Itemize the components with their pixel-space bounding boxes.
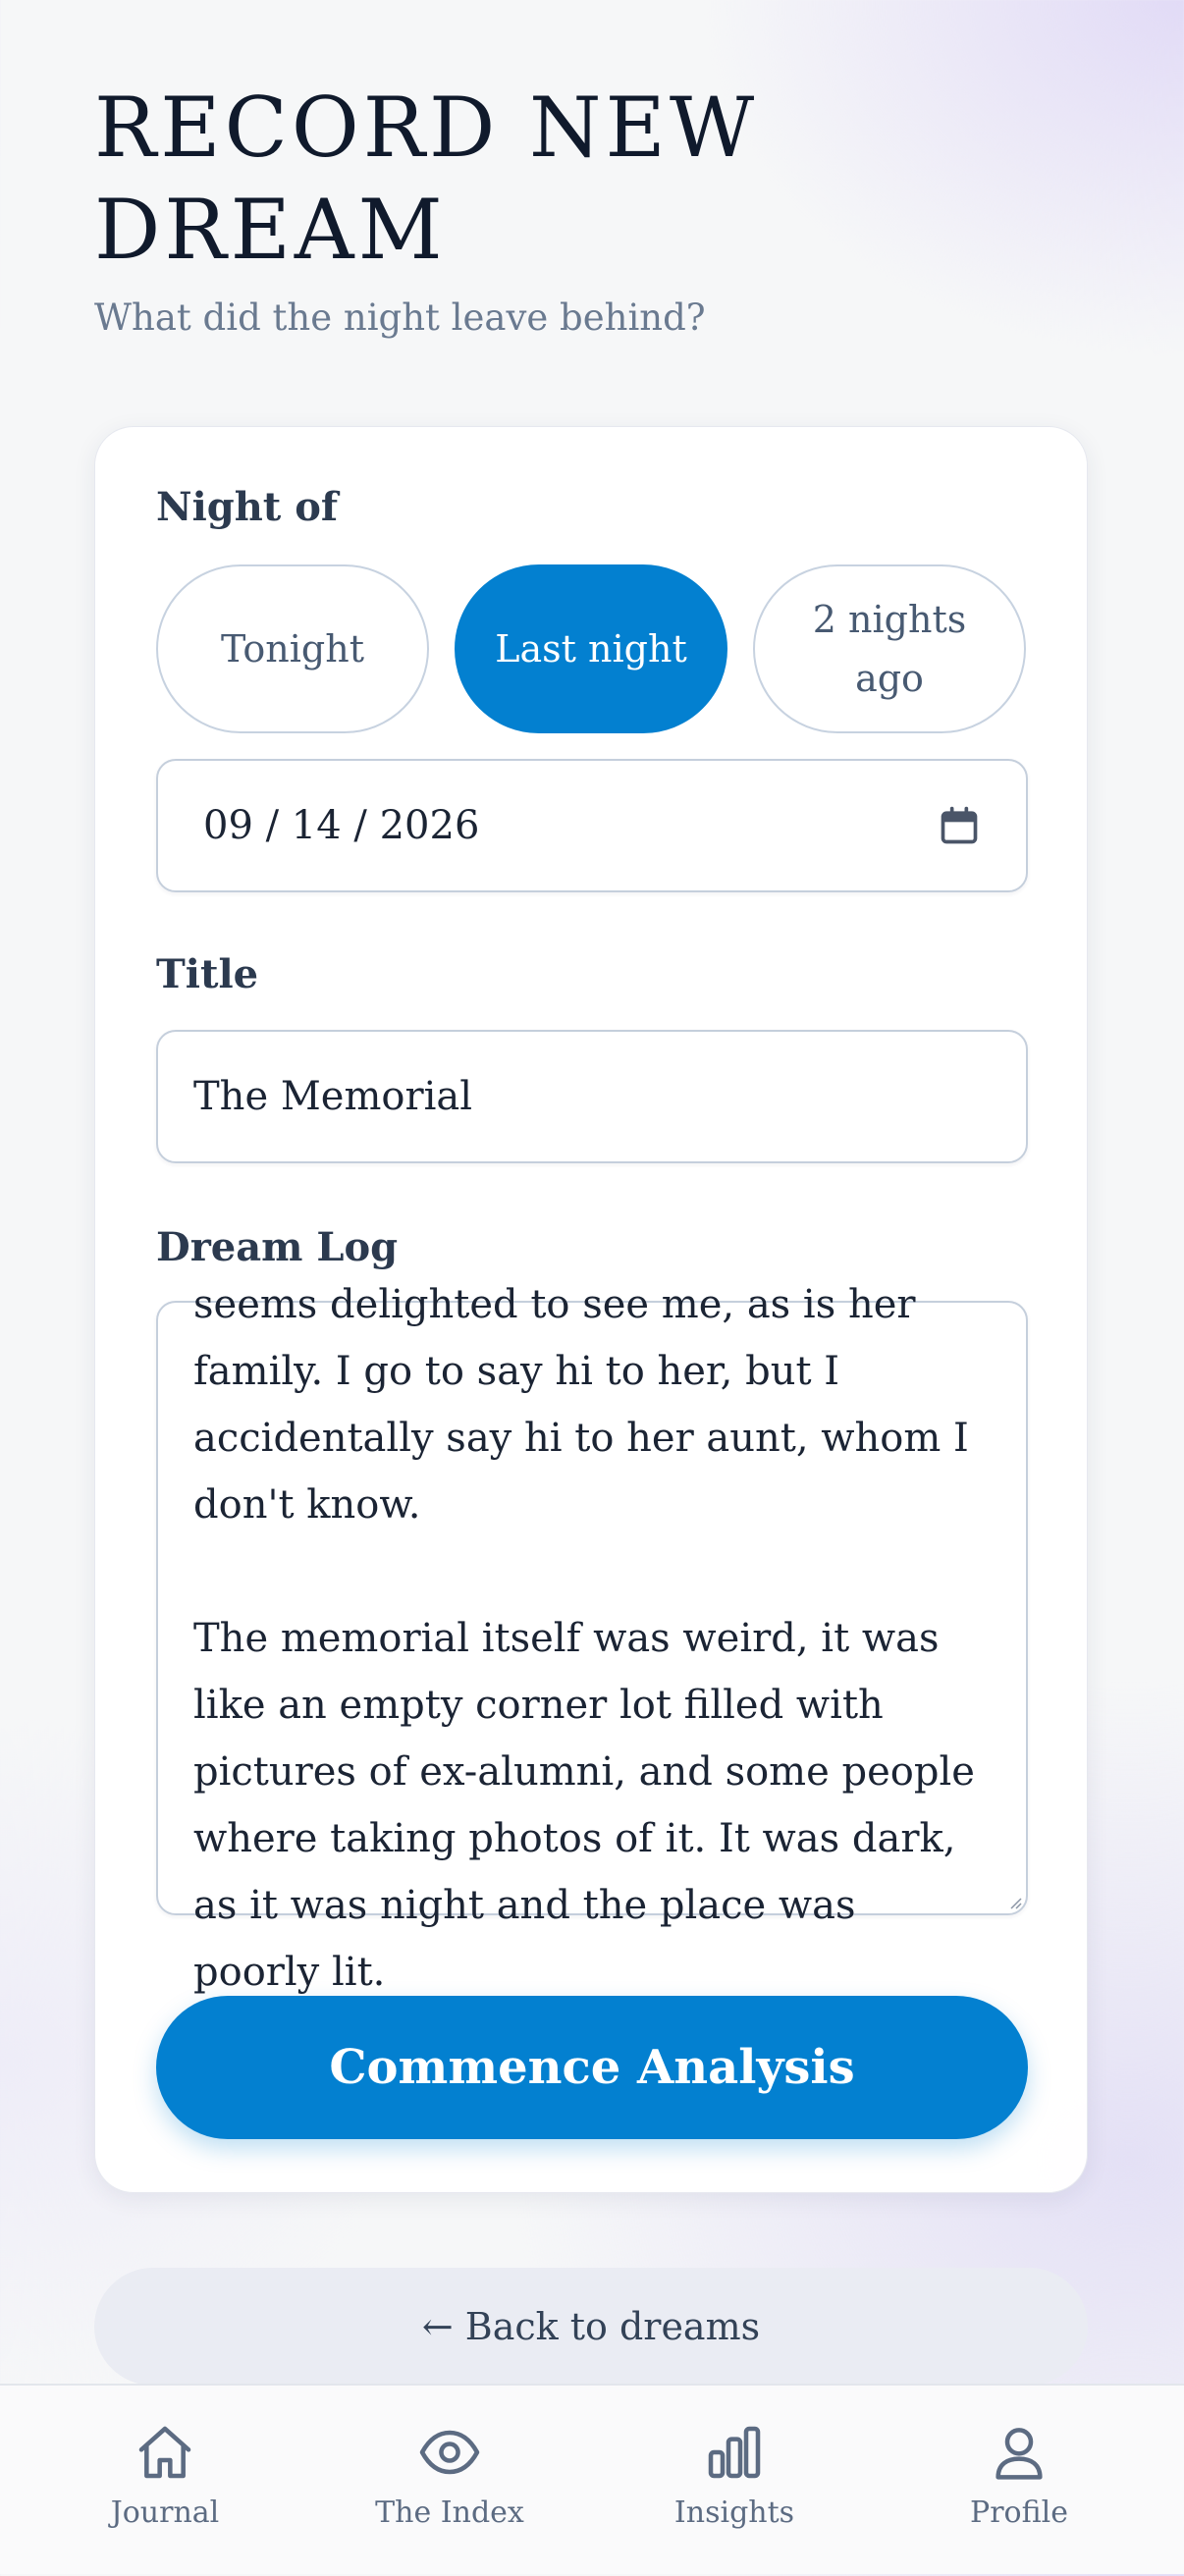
dream-log-label: Dream Log: [156, 1224, 399, 1270]
home-icon: [134, 2421, 196, 2484]
nav-item-insights[interactable]: [617, 2386, 852, 2576]
calendar-icon[interactable]: [938, 804, 981, 847]
user-icon: [988, 2421, 1050, 2484]
dream-log-text: seems delighted to see me, as is her family. I go to say hi to her, but I accidentally say hi to her aunt, whom I don't know. The memorial itself was weird, it was like an empty corner lot filled with pictures of ex-alumni, and some people where taking photos of it. It was dark, as it was night and the place was poorly lit.: [193, 1282, 975, 1995]
title-value: The Memorial: [193, 1074, 473, 1119]
bottom-nav: [0, 2384, 1184, 2574]
eye-icon: [418, 2421, 481, 2484]
title-input[interactable]: [156, 1030, 1028, 1163]
nav-label-journal: Journal: [110, 2496, 220, 2530]
nav-label-insights: Insights: [673, 2496, 795, 2530]
bar-chart-icon: [703, 2421, 766, 2484]
nav-item-the-index[interactable]: [332, 2386, 567, 2576]
night-of-label: Night of: [156, 484, 339, 530]
night-option-last-night[interactable]: Last night: [455, 564, 727, 733]
date-value: 09 / 14 / 2026: [203, 803, 480, 848]
page-subtitle: What did the night leave behind?: [94, 296, 706, 339]
nav-label-the-index: The Index: [375, 2496, 524, 2530]
nav-item-journal[interactable]: [47, 2386, 283, 2576]
nav-label-profile: Profile: [970, 2496, 1068, 2530]
dream-form-card: [94, 426, 1088, 2193]
title-label: Title: [156, 951, 259, 997]
commence-analysis-button[interactable]: Commence Analysis: [156, 1996, 1028, 2139]
night-option-tonight[interactable]: Tonight: [156, 564, 429, 733]
date-input[interactable]: [156, 759, 1028, 892]
dream-log-textarea[interactable]: [156, 1282, 1028, 1995]
page-title: RECORD NEW DREAM: [94, 80, 759, 278]
nav-item-profile[interactable]: [901, 2386, 1137, 2576]
resize-handle-icon[interactable]: [1006, 1894, 1022, 1909]
back-to-dreams-button[interactable]: ← Back to dreams: [94, 2268, 1088, 2386]
night-option-2-nights-ago[interactable]: 2 nights ago: [753, 564, 1026, 733]
